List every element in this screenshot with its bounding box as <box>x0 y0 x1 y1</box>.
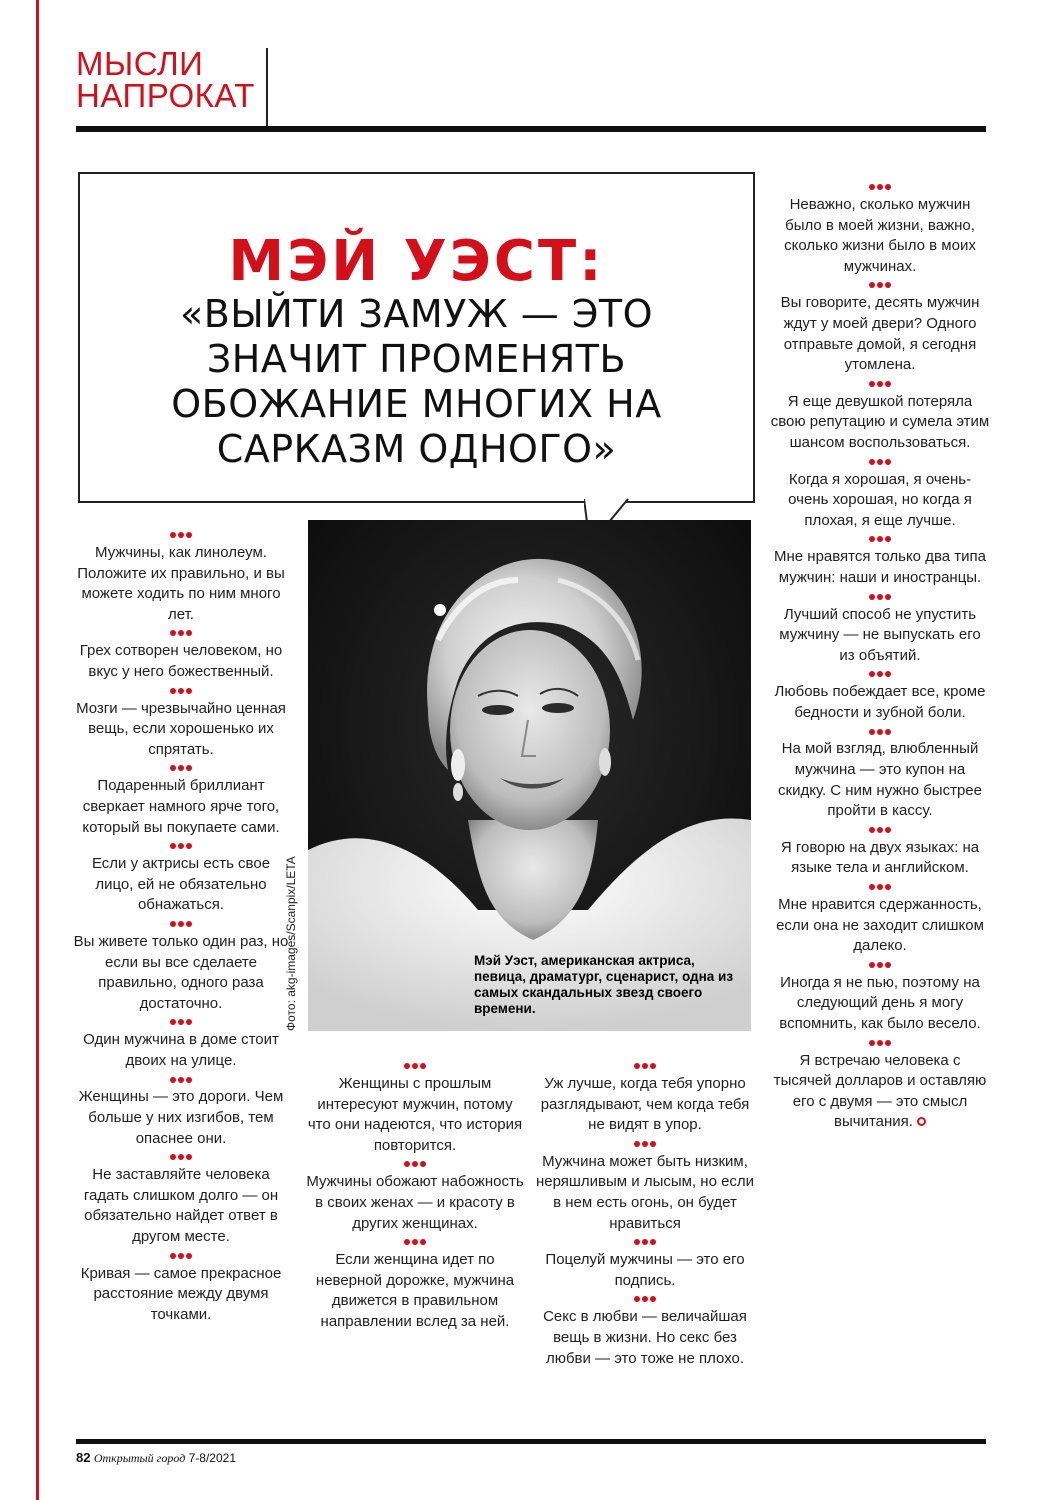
quote-text: Секс в любви — величайшая вещь в жизни. Но секс без любви — это тоже не плохо. <box>543 1308 747 1367</box>
quote-text: Мужчины обожают набожность в своих женах — и красоту в других женщинах. <box>306 1173 524 1232</box>
quote-text: Женщины — это дороги. Чем больше у них изгибов, тем опаснее они. <box>78 1088 284 1147</box>
quote-text: Я встречаю человека с тысячей долларов и оставляю его с двумя — это смысл вычитания. <box>773 1051 987 1131</box>
quote-text: Поцелуй мужчины — это его подпись. <box>545 1251 745 1289</box>
bullet-dots <box>305 1236 525 1248</box>
issue-number: 7-8/2021 <box>188 1451 236 1465</box>
bullet-dots <box>535 1138 755 1150</box>
bullet-dots <box>535 1236 755 1248</box>
quote-text: Любовь побеждает все, кроме бедности и зубной боли. <box>774 683 986 721</box>
bullet-dots <box>770 824 990 836</box>
headline-speech-bubble <box>78 172 755 503</box>
quote-text: Вы говорите, десять мужчин ждут у моей двери? Одного отправьте домой, я сегодня утомлена. <box>780 294 980 374</box>
article-end-mark <box>917 1117 926 1126</box>
quote-text: Не заставляйте человека гадать слишком долго — он обязательно найдет ответ в другом месте. <box>83 1166 279 1246</box>
bullet-dots <box>535 1293 755 1305</box>
quote-text: Иногда я не пью, поэтому на следующий день я могу вспомнить, как было весело. <box>779 973 981 1032</box>
bullet-dots <box>770 881 990 893</box>
bullet-dots <box>72 1151 290 1163</box>
page-number: 82 <box>76 1450 91 1465</box>
bullet-dots <box>770 378 990 390</box>
bullet-dots <box>305 1060 525 1072</box>
bullet-dots <box>770 279 990 291</box>
quote-text: Неважно, сколько мужчин было в моей жизни, важно, сколько жизни было в моих мужчинах. <box>784 196 976 275</box>
bullet-dots <box>72 529 290 541</box>
quote-text: Кривая — самое прекрасное расстояние между двумя точками. <box>80 1264 282 1323</box>
bullet-dots <box>770 533 990 545</box>
bullet-dots <box>72 1016 290 1028</box>
photo-caption: Мэй Уэст, американская актриса, певица, драматург, сценарист, одна из самых скандальных звезд своего времени. <box>474 953 734 1016</box>
bullet-dots <box>72 918 290 930</box>
top-rule <box>76 126 986 132</box>
headline-name: МЭЙ УЭСТ: <box>228 229 605 294</box>
bullet-dots <box>535 1060 755 1072</box>
quote-text: Мужчины, как линолеум. Положите их правильно, и вы можете ходить по ним много лет. <box>77 544 285 623</box>
photo-credit: Фото: akg-images/Scanpix/LETA <box>284 856 298 1031</box>
quote-text: Грех сотворен человеком, но вкус у него божественный. <box>79 642 283 680</box>
quote-text: Лучший способ не упустить мужчину — не выпускать его из объятий. <box>779 605 981 664</box>
quote-text: Мне нравится сдержанность, если она не заходит слишком далеко. <box>776 896 984 955</box>
quote-text: На мой взгляд, влюбленный мужчина — это купон на скидку. С ним нужно быстрее пройти в кассу. <box>778 740 982 820</box>
section-title-line-2: НАПРОКАТ <box>76 77 255 114</box>
magazine-name: Открытый город <box>93 1451 186 1465</box>
quote-text: Я говорю на двух языках: на языке тела и английском. <box>780 838 980 877</box>
quote-text: Уж лучше, когда тебя упорно разглядывают, чем когда тебя не видят в упор. <box>540 1075 750 1134</box>
title-divider <box>266 48 268 126</box>
quote-text: Если у актрисы есть свое лицо, ей не обязательно обнажаться. <box>91 855 271 914</box>
quote-text: Женщины с прошлым интересуют мужчин, потому что они надеются, что история повторится. <box>307 1075 523 1154</box>
section-title-line-1: МЫСЛИ <box>76 45 204 82</box>
quote-text: Когда я хорошая, я очень-очень хорошая, но когда я плохая, я еще лучше. <box>788 470 972 529</box>
quotes-column-right <box>770 179 990 1133</box>
quotes-column-middle-2 <box>535 1058 755 1369</box>
quote-text: Мозги — чрезвычайно ценная вещь, если хорошенько их спрятать. <box>76 699 286 758</box>
headline-quote: «ВЫЙТИ ЗАМУЖ — ЭТО ЗНАЧИТ ПРОМЕНЯТЬ ОБОЖАНИЕ МНОГИХ НА САРКАЗМ ОДНОГО» <box>171 292 662 471</box>
bullet-dots <box>72 1250 290 1262</box>
quotes-column-middle-1 <box>305 1058 525 1333</box>
bullet-dots <box>770 456 990 468</box>
bullet-dots <box>770 1037 990 1049</box>
quote-text: Подаренный бриллиант сверкает намного ярче того, который вы покупаете сами. <box>82 777 280 836</box>
bullet-dots <box>72 685 290 697</box>
bullet-dots <box>72 762 290 774</box>
bullet-dots <box>770 181 990 193</box>
quote-text: Один мужчина в доме стоит двоих на улице. <box>83 1031 279 1069</box>
left-margin-rule <box>36 0 39 1500</box>
bullet-dots <box>72 840 290 852</box>
quote-text: Я еще девушкой потеряла свою репутацию и сумела этим шансом воспользоваться. <box>770 392 990 451</box>
section-title <box>76 45 261 114</box>
quotes-column-left <box>72 527 290 1325</box>
bullet-dots <box>72 1073 290 1085</box>
bottom-rule <box>76 1439 986 1444</box>
bullet-dots <box>770 591 990 603</box>
bullet-dots <box>770 725 990 737</box>
quote-text: Вы живете только один раз, но если вы все сделаете правильно, одного раза достаточно. <box>73 932 289 1012</box>
quote-text: Мне нравятся только два типа мужчин: наши и иностранцы. <box>774 548 986 586</box>
bullet-dots <box>305 1158 525 1170</box>
bullet-dots <box>770 959 990 971</box>
bullet-dots <box>770 668 990 680</box>
quote-text: Мужчина может быть низким, неряшливым и лысым, но если в нем есть огонь, он будет нравиться <box>535 1152 755 1232</box>
bullet-dots <box>72 627 290 639</box>
page-footer <box>76 1450 236 1466</box>
quote-text: Если женщина идет по неверной дорожке, мужчина движется в правильном направлении вслед за ней. <box>315 1251 515 1330</box>
